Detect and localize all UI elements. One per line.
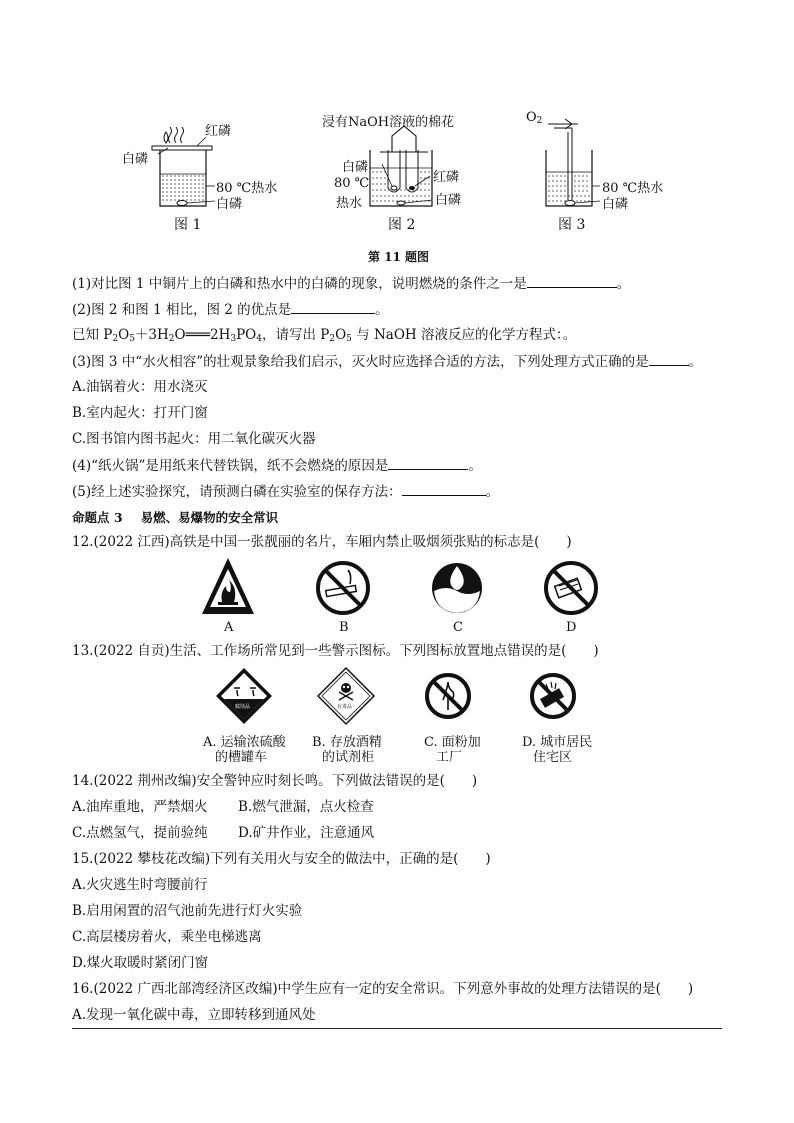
toxic-sign-icon [318, 668, 374, 724]
eq-sub-3: 3 [230, 334, 237, 344]
q14-stem: 14.(2022 荆州改编)安全警钟应时刻长鸣。下列做法错误的是( ) [72, 773, 478, 789]
q14-option-d: D.矿井作业，注意通风 [238, 825, 375, 841]
fig2-bottom-white-label: 白磷 [435, 193, 462, 208]
fig2-caption: 图 2 [388, 217, 416, 233]
bottom-divider [72, 1028, 722, 1029]
q16-option-a: A.发现一氧化碳中毒，立即转移到通风处 [72, 1007, 316, 1023]
q13-option-b-line1: B. 存放酒精 [312, 735, 382, 750]
q12-option-c: C [453, 620, 463, 635]
fig3-bottom-white-label: 白磷 [602, 197, 629, 212]
eq-sub-4: 4 [256, 334, 262, 344]
q13-option-b-line2: 的试剂柜 [322, 750, 375, 765]
q13-stem: 13.(2022 自贡)生活、工作场所常见到一些警示图标。下列图标放置地点错误的是( ) [72, 643, 599, 659]
fig1-bottom-white-label: 白磷 [216, 197, 243, 212]
fig2-water-temp-label: 80 ℃ [334, 176, 370, 191]
q11-part3-text: (3)图 3 中“水火相容”的壮观景象给我们启示，灭火时应选择合适的方法，下列处理方式正确的是 [72, 354, 649, 370]
q11-part4-text: (4)“纸火锅”是用纸来代替铁锅，纸不会燃烧的原因是 [72, 458, 389, 474]
q16-stem: 16.(2022 广西北部湾经济区改编)中学生应有一定的安全常识。下列意外事故的处理方法错误的是( ) [72, 981, 694, 997]
eq-sub-2b: 2 [168, 334, 175, 344]
q13-option-c-line2: 工厂 [436, 750, 463, 765]
eq-text-e: PO [236, 327, 257, 343]
figure-title: 第 11 题图 [368, 250, 430, 264]
fig2-red-phosphorus-label: 红磷 [433, 170, 460, 185]
q12-stem: 12.(2022 江西)高铁是中国一张靓丽的名片，车厢内禁止吸烟须张贴的标志是( ) [72, 534, 572, 550]
eq-text-g: O [335, 327, 347, 343]
q15-stem: 15.(2022 攀枝花改编)下列有关用火与安全的做法中，正确的是( ) [72, 851, 491, 867]
q11-part2-end: 。 [375, 302, 389, 318]
corrosive-sign-icon [216, 668, 272, 724]
q15-option-d: D.煤火取暖时紧闭门窗 [72, 955, 209, 971]
fig1-red-phosphorus-label: 红磷 [205, 124, 232, 139]
q11-part1-text: (1)对比图 1 中铜片上的白磷和热水中的白磷的现象，说明燃烧的条件之一是 [72, 276, 527, 292]
q13-option-a-line2: 的槽罐车 [215, 750, 268, 765]
fig3-caption: 图 3 [558, 217, 586, 233]
q15-option-a: A.火灾逃生时弯腰前行 [72, 877, 208, 893]
q12-option-b: B [339, 620, 349, 635]
fig3-hot-water-label: 80 ℃热水 [602, 181, 664, 196]
q11-part5-end: 。 [485, 484, 500, 500]
q11-option-a: A.油锅着火：用水浇灭 [72, 379, 208, 395]
q11-option-b: B.室内起火：打开门窗 [72, 405, 208, 421]
section-label: 命题点 3 [72, 510, 123, 525]
eq-sub-2c: 2 [329, 334, 336, 344]
q11-part5-text: (5)经上述实验探究，请预测白磷在实验室的保存方法： [72, 484, 402, 500]
fig2-cotton-label: 浸有NaOH溶液的棉花 [322, 115, 455, 130]
eq-text-d: O═══2H [174, 327, 231, 343]
eq-sub-5: 5 [129, 334, 135, 344]
q13-option-d-line1: D. 城市居民 [522, 735, 593, 750]
q14-option-b: B.燃气泄漏，点火检查 [238, 799, 374, 815]
fig2-hot-water-label: 热水 [336, 196, 363, 211]
no-fireworks-icon [532, 675, 574, 717]
q13-option-c-line1: C. 面粉加 [424, 735, 481, 750]
fig1-hot-water-label: 80 ℃热水 [216, 181, 278, 196]
fig3-oxygen-subscript: 2 [536, 116, 543, 126]
q14-option-a: A.油库重地，严禁烟火 [72, 799, 208, 815]
fig1-caption: 图 1 [174, 217, 202, 233]
eq-text-h: 与 NaOH 溶液反应的化学方程式：。 [351, 327, 577, 343]
q13-option-d-line2: 住宅区 [533, 750, 573, 765]
q11-part3-end: 。 [688, 354, 703, 370]
q12-option-a: A [224, 620, 234, 635]
eq-text-f: ，请写出 P [261, 327, 330, 343]
eq-text-a: 已知 P [72, 327, 113, 343]
q15-option-b: B.启用闲置的沼气池前先进行灯火实验 [72, 903, 303, 919]
q13-option-a-line1: A. 运输浓硫酸 [203, 735, 286, 750]
toxic-sign-text: 有毒品 [337, 704, 353, 710]
q11-part4-end: 。 [468, 458, 482, 474]
eq-sub-2: 2 [112, 334, 119, 344]
fig3-oxygen-symbol: O [526, 110, 537, 125]
q14-option-c: C.点燃氢气，提前验纯 [72, 825, 208, 841]
section-title: 易燃、易爆物的安全常识 [140, 510, 279, 525]
q12-option-d: D [566, 620, 577, 635]
q15-option-c: C.高层楼房着火，乘坐电梯逃离 [72, 929, 262, 945]
eq-text-c: ＋3H [134, 327, 169, 343]
eq-sub-5b: 5 [346, 334, 352, 344]
eq-text-b: O [118, 327, 130, 343]
fig2-white-phosphorus-label: 白磷 [342, 160, 369, 175]
corrosive-sign-text: 腐蚀品 [235, 704, 251, 710]
q11-part1-end: 。 [616, 276, 631, 292]
q11-option-c: C.图书馆内图书起火：用二氧化碳灭火器 [72, 431, 316, 447]
no-open-flame-icon [427, 675, 469, 717]
q11-part2-text: (2)图 2 和图 1 相比，图 2 的优点是 [72, 302, 292, 318]
fig1-white-phosphorus-label: 白磷 [122, 152, 149, 167]
